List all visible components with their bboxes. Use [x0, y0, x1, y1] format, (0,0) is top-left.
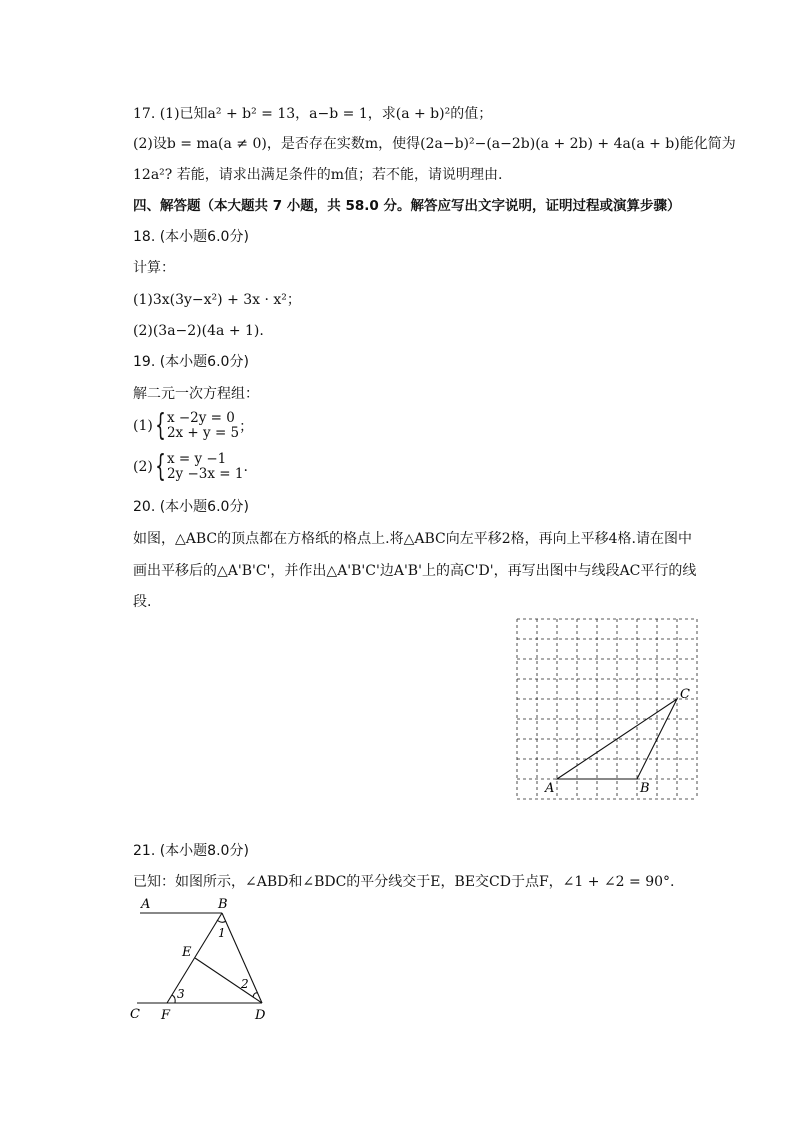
q19-system2-eq1: x = y −1	[166, 451, 227, 467]
q19-system1-eq2: 2x + y = 5	[166, 425, 240, 441]
q19-prompt: 解二元一次方程组：	[133, 386, 259, 402]
q19-system1	[133, 408, 254, 443]
brace-icon: {	[155, 449, 166, 484]
point-label-a: A	[141, 897, 151, 912]
q19-system1-label: (1)	[133, 418, 153, 434]
section-four-header: 四、解答题（本大题共 7 小题，共 58.0 分。解答应写出文字说明，证明过程或演算步骤）	[133, 198, 681, 214]
q20-header: 20. (本小题6.0分)	[133, 499, 249, 515]
q19-header: 19. (本小题6.0分)	[133, 354, 249, 370]
q20-grid-figure	[505, 610, 710, 810]
q18-header: 18. (本小题6.0分)	[133, 229, 249, 245]
q19-system1-end: ；	[239, 419, 254, 435]
q17-line3: 12a²? 若能，请求出满足条件的m值；若不能，请说明理由.	[133, 167, 503, 183]
angle-number-1: 1	[218, 926, 226, 940]
q19-system2	[133, 449, 248, 484]
q21-angle-figure	[125, 892, 275, 1027]
q17-line1: 17. (1)已知a² + b² = 13，a−b = 1，求(a + b)²的值；	[133, 106, 493, 122]
angle-arc-3	[172, 995, 175, 1003]
q20-line2: 画出平移后的△A'B'C'，并作出△A'B'C'边A'B'上的高C'D'，再写出图中与线段AC平行的线	[133, 563, 697, 579]
q19-system2-eq2: 2y −3x = 1	[166, 466, 244, 482]
angle-arc-1	[217, 920, 226, 922]
angle-number-2: 2	[241, 977, 249, 991]
q19-system2-end: .	[243, 459, 248, 475]
grid-lines	[517, 619, 697, 799]
q20-line1: 如图，△ABC的顶点都在方格纸的格点上.将△ABC向左平移2格，再向上平移4格.请在图中	[133, 531, 692, 547]
point-label-d: D	[255, 1008, 266, 1023]
point-label-b: B	[218, 897, 228, 912]
point-label-e: E	[182, 945, 192, 960]
q21-header: 21. (本小题8.0分)	[133, 843, 249, 859]
q21-line1: 已知：如图所示，∠ABD和∠BDC的平分线交于E，BE交CD于点F，∠1 + ∠2 = 90°.	[133, 874, 675, 890]
q17-line2: (2)设b = ma(a ≠ 0)，是否存在实数m，使得(2a−b)²−(a−2b)(a + 2b) + 4a(a + b)能化简为	[133, 136, 736, 152]
q18-part1: (1)3x(3y−x²) + 3x · x²；	[133, 292, 301, 308]
q20-line3: 段.	[133, 594, 152, 610]
q19-system2-label: (2)	[133, 459, 153, 475]
q18-part2: (2)(3a−2)(4a + 1).	[133, 323, 264, 339]
q18-prompt: 计算：	[133, 260, 175, 276]
point-label-c: C	[130, 1007, 140, 1022]
brace-icon: {	[155, 408, 166, 443]
segment-bf	[167, 913, 222, 1003]
angle-number-3: 3	[177, 987, 185, 1001]
point-label-f: F	[161, 1008, 171, 1023]
point-label-c: C	[680, 687, 690, 702]
point-label-b: B	[640, 781, 650, 796]
q19-system1-eq1: x −2y = 0	[166, 410, 235, 426]
point-label-a: A	[545, 781, 555, 796]
